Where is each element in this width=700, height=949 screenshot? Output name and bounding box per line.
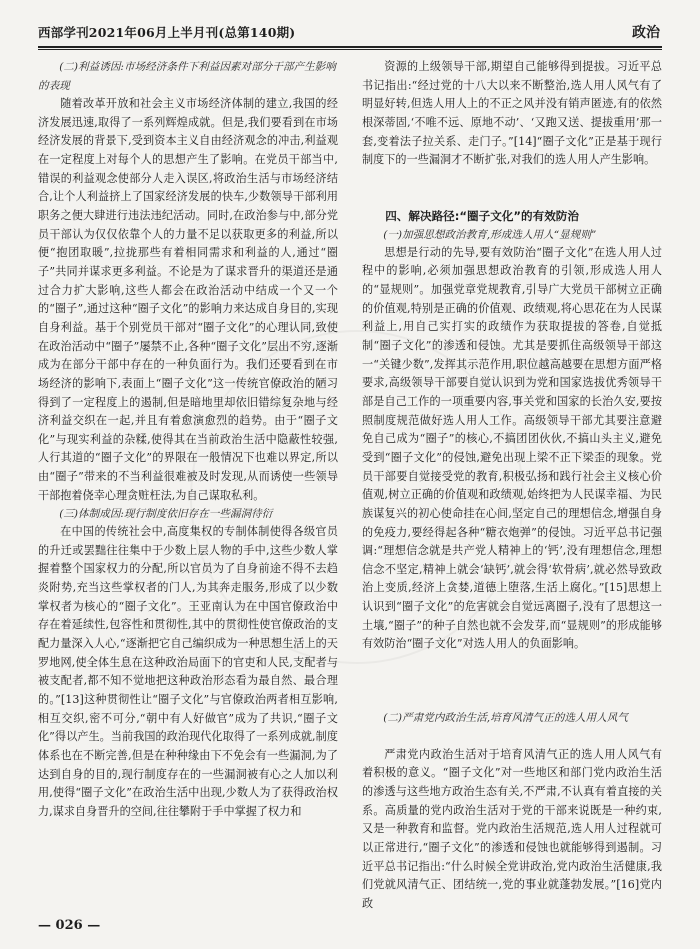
body-paragraph: 严肃党内政治生活对于培育风清气正的选人用人风气有着积极的意义。“圈子文化”对一些地区和部门党内政治生活的渗透与这些地方政治生态有关,不严肃,不认真有着直接的关系。高质量的党内政治生活对于党的干部来说既是一种约束,又是一种教育和监督。党内政治生活规范,选人用人过程就可以正常进行,“圈子文化”的渗透和侵蚀也就能够得到遏制。习近平总书记指出:“什么时候全党讲政治,党内政治生活健康,我们党就风清气正、团结统一,党的事业就蓬勃发展。”[16]党内政 <box>362 747 662 910</box>
section-heading: 四、解决路径:“圈子文化”的有效防治 <box>385 209 579 223</box>
page-number: — 026 — <box>38 918 101 933</box>
body-paragraph: 随着改革开放和社会主义市场经济体制的建立,我国的经济发展迅速,取得了一系列辉煌成就。但是,我们要看到在市场经济发展的背景下,受到资本主义自由经济观念的冲击,利益观在一定程度上对每个人的思想产生了影响。在党员干部当中,错误的利益观念使部分人走入误区,将政治生活与市场经济结合,让个人利益挤上了国家经济发展的快车,少数领导干部利用职务之便大肆进行违法违纪活动。同时,在政治参与中,部分党员干部认为仅仅依靠个人的力量不足以获取更多的利益,所以便“抱团取暖”,拉拢那些有着相同需求和利益的人,通过“圈子”共同并谋求更多利益。不论是为了谋求晋升的渠道还是通过合力扩大影响,这些人都会在政治活动中结成一个又一个的“圈子”,通过这种“圈子文化”的影响力来达成自身目的,实现自身利益。基于个别党员干部对“圈子文化”的心理认同,致使在政治活动中“圈子”屡禁不止,各种“圈子文化”层出不穷,逐渐成为在部分干部中存在的一种负面行为。我们还要看到在市场经济的影响下,表面上“圈子文化”这一传统官僚政治的陋习得到了一定程度上的遏制,但是暗地里却依旧错综复杂地与经济利益交织在一起,并且有着愈演愈烈的趋势。由于“圈子文化”与现实利益的杂糅,使得其在当前政治生活中隐蔽性较强,人行其道的“圈子文化”的界限在一般情况下也难以界定,所以由“圈子”带来的不当利益很难被及时发现,从而诱使一些领导干部抱着侥幸心理贪赃枉法,为自己谋取私利。 <box>38 97 338 502</box>
section-label: 政治 <box>632 25 660 41</box>
page-header <box>38 22 662 48</box>
subsection-heading: (二)利益诱因:市场经济条件下利益因素对部分干部产生影响的表现 <box>38 61 336 92</box>
subsection-heading: (一)加强思想政治教育,形成选人用人“显规则” <box>383 228 597 241</box>
body-paragraph: 资源的上级领导干部,期望自己能够得到提拔。习近平总书记指出:“经过党的十八大以来不断整治,选人用人风气有了明显好转,但选人用人上的不正之风并没有销声匿迹,有的依然根深蒂固,‘不唯不远、原地不动’、‘又跑又送、提拔重用’那一套,变着法子拉关系、走门子。”[14]“圈子文化”正是基于现行制度下的一些漏洞才不断扩张,对我们的选人用人产生影响。 <box>362 60 662 167</box>
body-paragraph: 在中国的传统社会中,高度集权的专制体制使得各级官员的升迁或罢黜往往集中于少数上层人物的手中,这些少数人掌握着整个国家权力的分配,所以官员为了自身前途不得不去趋炎附势,充当这些掌权者的门人,为其奔走服务,形成了以少数掌权者为核心的“圈子文化”。王亚南认为在中国官僚政治中存在着延续性,包容性和贯彻性,其中的贯彻性使官僚政治的支配力量深入人心,“逐渐把它自己编织成为一种思想生活上的天罗地网,使全体生息在这种政治局面下的官吏和人民,支配者与被支配者,都不知不觉地把这种政治形态看为最自然、最合理的。”[13]这种贯彻性让“圈子文化”与官僚政治两者相互影响,相互交织,密不可分,“朝中有人好做官”成为了共识,“圈子文化”得以产生。当前我国的政治现代化取得了一系列成就,制度体系也在不断完善,但是在种种缘由下不免会有一些漏洞,为了达到自身的目的,现行制度存在的一些漏洞被有心之人加以利用,使得“圈子文化”在政治生活中出现,少数人为了获得政治权力,谋求自身晋升的空间,往往攀附于手中掌握了权力和 <box>38 525 338 818</box>
body-paragraph: 思想是行动的先导,要有效防治“圈子文化”在选人用人过程中的影响,必须加强思想政治教育的引领,形成选人用人的“显规则”。加强党章党规教育,引导广大党员干部树立正确的价值观,特别是正确的价值观、政绩观,将心思花在为人民谋利益上,用自己实打实的政绩作为获取提拔的答卷,自觉抵制“圈子文化”的渗透和侵蚀。尤其是要抓住高级领导干部这一“关键少数”,发挥其示范作用,职位越高越要在思想方面严格要求,高级领导干部要自觉认识到为党和国家选拔优秀领导干部是自己工作的一项重要内容,事关党和国家的长治久安,要按照制度规范做好选人用人工作。高级领导干部尤其要注意避免自己成为“圈子”的核心,不搞团团伙伙,不搞山头主义,避免受到“圈子文化”的侵蚀,避免出现上梁不正下梁歪的现象。党员干部要自觉接受党的教育,积极弘扬和践行社会主义核心价值观,树立正确的价值观和政绩观,始终把为人民谋幸福、为民族谋复兴的初心使命挂在心间,坚定自己的理想信念,增强自身的免疫力,要经得起各种“糖衣炮弹”的侵蚀。习近平总书记强调:“理想信念就是共产党人精神上的‘钙’,没有理想信念,理想信念不坚定,精神上就会‘缺钙’,就会得‘软骨病’,就必然导致政治上变质,经济上贪婪,道德上堕落,生活上腐化。”[15]思想上认识到“圈子文化”的危害就会自觉远离圈子,没有了思想这一土壤,“圈子”的种子自然也就不会发芽,而“显规则”的形成能够有效防治“圈子文化”对选人用人的负面影响。 <box>362 245 662 651</box>
journal-title: 西部学刊2021年06月上半月刊(总第140期) <box>38 25 296 40</box>
right-column <box>362 58 662 910</box>
header-rule <box>38 49 662 50</box>
subsection-heading: (二)严肃党内政治生活,培育风清气正的选人用人风气 <box>383 711 628 724</box>
subsection-heading: (三)体制成因:现行制度依旧存在一些漏洞待衍 <box>59 508 273 520</box>
left-column <box>38 58 338 913</box>
